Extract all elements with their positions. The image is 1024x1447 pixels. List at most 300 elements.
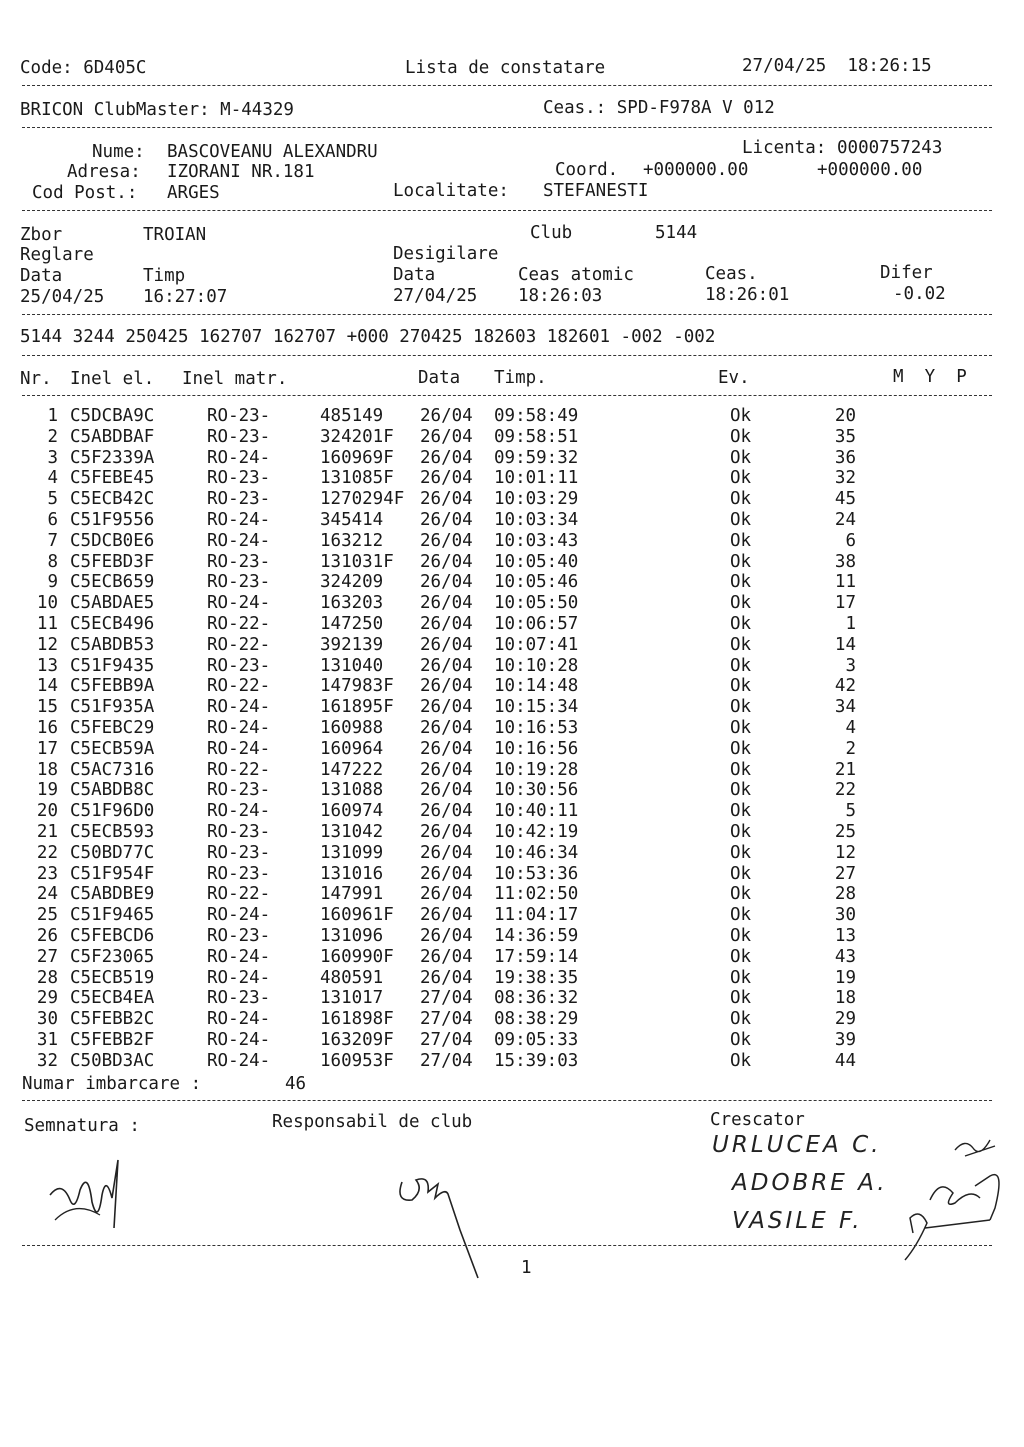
timp-label: Timp [143, 266, 186, 286]
row-number: 14 [834, 634, 856, 655]
row-ev: Ok [730, 676, 752, 697]
club-number: 5144 [655, 223, 698, 243]
row-time: 10:07:41 [494, 634, 579, 655]
row-date: 26/04 [420, 530, 473, 551]
club-responsible-label: Responsabil de club [272, 1112, 473, 1132]
row-nr: 26 [36, 926, 58, 946]
row-ev: Ok [730, 489, 752, 510]
row-inel-el: C51F9465 [70, 905, 155, 926]
table-row [0, 822, 1024, 843]
row-inel-el: C5FEBCD6 [70, 926, 155, 946]
row-inel-el: C5ABDBE9 [70, 884, 155, 905]
row-nr: 30 [36, 1009, 58, 1030]
row-inel-el: C5DCBA9C [70, 406, 155, 426]
row-time: 19:38:35 [494, 967, 579, 988]
row-ev: Ok [730, 967, 752, 988]
row-ring-number: 160964 [320, 738, 384, 759]
time-difference: -0.02 [893, 284, 946, 304]
row-time: 10:06:57 [494, 614, 579, 634]
row-time: 17:59:14 [494, 946, 579, 967]
signature-scribble [895, 1128, 1015, 1268]
col-timp: Timp. [494, 368, 547, 388]
row-number: 24 [834, 510, 856, 530]
row-number: 4 [845, 718, 856, 738]
desigilare-clock-time: 18:26:01 [705, 285, 790, 305]
row-date: 26/04 [420, 801, 473, 822]
divider [22, 1100, 992, 1101]
row-number: 20 [834, 406, 856, 426]
row-ring-prefix: RO-24- [207, 1030, 271, 1050]
row-nr: 19 [36, 780, 58, 801]
row-ev: Ok [730, 780, 752, 801]
row-ev: Ok [730, 572, 752, 593]
table-row [0, 864, 1024, 885]
data2-label: Data [393, 265, 436, 285]
divider [22, 1245, 992, 1246]
signature-scribble [40, 1140, 140, 1240]
row-inel-el: C51F96D0 [70, 801, 155, 822]
row-nr: 2 [47, 426, 58, 447]
row-inel-el: C5FEBB2C [70, 1009, 155, 1030]
signature-scribble [390, 1160, 500, 1280]
row-number: 45 [834, 489, 856, 510]
row-inel-el: C51F9556 [70, 510, 155, 530]
row-time: 09:58:51 [494, 426, 579, 447]
row-ring-prefix: RO-24- [207, 801, 271, 822]
row-ring-prefix: RO-22- [207, 676, 271, 697]
club-label: Club [530, 223, 573, 243]
row-ring-prefix: RO-23- [207, 988, 271, 1009]
row-ev: Ok [730, 614, 752, 634]
row-ring-prefix: RO-24- [207, 510, 271, 530]
row-number: 3 [845, 655, 856, 676]
license-label: Licenta: [742, 138, 827, 158]
row-inel-el: C5ECB59A [70, 738, 155, 759]
row-number: 43 [834, 946, 856, 967]
row-date: 26/04 [420, 738, 473, 759]
row-inel-el: C5FEBB2F [70, 1030, 155, 1050]
row-inel-el: C51F954F [70, 863, 155, 884]
row-date: 26/04 [420, 676, 473, 697]
row-nr: 32 [36, 1050, 58, 1071]
table-row [0, 489, 1024, 510]
row-inel-el: C5ECB496 [70, 614, 155, 634]
row-ring-prefix: RO-23- [207, 780, 271, 801]
row-date: 26/04 [420, 551, 473, 572]
clock-id: Ceas.: SPD-F978A V 012 [543, 98, 775, 118]
owner-name: BASCOVEANU ALEXANDRU [167, 142, 378, 162]
table-row [0, 593, 1024, 614]
row-date: 26/04 [420, 946, 473, 967]
row-time: 11:02:50 [494, 884, 579, 905]
row-ring-prefix: RO-24- [207, 738, 271, 759]
divider [22, 210, 992, 211]
boarding-count: 46 [285, 1074, 307, 1094]
row-date: 26/04 [420, 780, 473, 801]
row-nr: 14 [36, 676, 58, 697]
row-date: 26/04 [420, 468, 473, 489]
row-date: 26/04 [420, 718, 473, 738]
handwritten-name: ADOBRE A. [732, 1170, 888, 1196]
desigilare-atomic-time: 18:26:03 [518, 286, 603, 306]
row-number: 2 [845, 738, 856, 759]
col-inel-el: Inel el. [70, 369, 155, 389]
row-time: 10:03:34 [494, 510, 579, 530]
row-nr: 25 [36, 905, 58, 926]
row-ev: Ok [730, 593, 752, 614]
row-ring-number: 131040 [320, 655, 384, 676]
row-nr: 9 [47, 572, 58, 593]
locality-label: Localitate: [393, 181, 509, 201]
difer-label: Difer [880, 263, 933, 283]
row-number: 27 [834, 863, 856, 884]
row-date: 26/04 [420, 614, 473, 634]
row-number: 34 [834, 697, 856, 718]
row-ev: Ok [730, 697, 752, 718]
row-ring-prefix: RO-22- [207, 634, 271, 655]
divider [22, 314, 992, 315]
row-nr: 16 [36, 718, 58, 738]
row-ring-prefix: RO-24- [207, 967, 271, 988]
code-label: Code: 6D405C [20, 58, 147, 78]
row-ev: Ok [730, 946, 752, 967]
row-inel-el: C5ECB519 [70, 967, 155, 988]
row-time: 10:16:56 [494, 738, 579, 759]
divider [22, 355, 992, 356]
row-ring-prefix: RO-22- [207, 759, 271, 780]
row-date: 27/04 [420, 1050, 473, 1071]
row-nr: 8 [47, 551, 58, 572]
row-ring-prefix: RO-23- [207, 426, 271, 447]
table-row [0, 510, 1024, 531]
row-nr: 21 [36, 822, 58, 842]
row-number: 25 [834, 822, 856, 842]
row-date: 26/04 [420, 967, 473, 988]
row-ring-number: 163209F [320, 1030, 394, 1050]
row-ring-number: 147991 [320, 884, 384, 905]
row-ring-number: 160974 [320, 801, 384, 822]
owner-locality: STEFANESTI [543, 181, 649, 201]
row-ring-number: 131085F [320, 468, 394, 489]
table-row [0, 884, 1024, 905]
print-datetime: 27/04/25 18:26:15 [742, 56, 932, 76]
row-ev: Ok [730, 426, 752, 447]
row-ev: Ok [730, 863, 752, 884]
row-date: 26/04 [420, 905, 473, 926]
row-ring-number: 131096 [320, 926, 384, 946]
desigilare-date: 27/04/25 [393, 286, 478, 306]
row-ring-prefix: RO-24- [207, 593, 271, 614]
row-inel-el: C51F9435 [70, 655, 155, 676]
row-ring-number: 324209 [320, 572, 384, 593]
table-row [0, 968, 1024, 989]
row-ring-number: 147222 [320, 759, 384, 780]
row-time: 10:05:50 [494, 593, 579, 614]
row-ring-number: 131031F [320, 551, 394, 572]
row-ring-prefix: RO-24- [207, 1050, 271, 1071]
row-ring-number: 163212 [320, 530, 384, 551]
row-number: 35 [834, 426, 856, 447]
row-date: 26/04 [420, 863, 473, 884]
row-nr: 3 [47, 447, 58, 468]
row-ring-number: 131017 [320, 988, 384, 1009]
row-inel-el: C5AC7316 [70, 759, 155, 780]
row-ring-prefix: RO-23- [207, 655, 271, 676]
col-data: Data [418, 368, 461, 388]
row-date: 26/04 [420, 822, 473, 842]
row-ring-prefix: RO-22- [207, 884, 271, 905]
col-ev: Ev. [718, 368, 750, 388]
row-ev: Ok [730, 738, 752, 759]
row-ring-number: 160990F [320, 946, 394, 967]
row-nr: 22 [36, 842, 58, 863]
address-label: Adresa: [67, 162, 141, 182]
breeder-label: Crescator [710, 1110, 805, 1130]
row-number: 5 [845, 801, 856, 822]
row-nr: 27 [36, 946, 58, 967]
row-number: 21 [834, 759, 856, 780]
row-ring-number: 161895F [320, 697, 394, 718]
row-ring-number: 131042 [320, 822, 384, 842]
row-ring-number: 485149 [320, 406, 384, 426]
row-ring-number: 160961F [320, 905, 394, 926]
row-ring-number: 160988 [320, 718, 384, 738]
col-myp: M Y P [893, 367, 967, 387]
row-number: 12 [834, 842, 856, 863]
row-ring-prefix: RO-24- [207, 697, 271, 718]
row-date: 26/04 [420, 572, 473, 593]
row-ev: Ok [730, 551, 752, 572]
row-ring-number: 131016 [320, 863, 384, 884]
table-row [0, 614, 1024, 635]
row-number: 39 [834, 1030, 856, 1050]
name-label: Nume: [92, 142, 145, 162]
row-inel-el: C5F23065 [70, 946, 155, 967]
table-row [0, 697, 1024, 718]
row-inel-el: C5ECB4EA [70, 988, 155, 1009]
row-number: 22 [834, 780, 856, 801]
row-ring-prefix: RO-23- [207, 406, 271, 426]
row-ring-number: 131099 [320, 842, 384, 863]
row-ev: Ok [730, 884, 752, 905]
row-time: 10:10:28 [494, 655, 579, 676]
row-date: 27/04 [420, 988, 473, 1009]
row-ev: Ok [730, 988, 752, 1009]
row-nr: 12 [36, 634, 58, 655]
row-nr: 28 [36, 967, 58, 988]
row-ring-prefix: RO-23- [207, 551, 271, 572]
table-row [0, 1030, 1024, 1051]
row-ring-prefix: RO-23- [207, 572, 271, 593]
handwritten-name: URLUCEA C. [712, 1132, 882, 1158]
row-nr: 17 [36, 738, 58, 759]
row-inel-el: C5ABDB53 [70, 634, 155, 655]
row-number: 30 [834, 905, 856, 926]
row-ev: Ok [730, 718, 752, 738]
owner-address: IZORANI NR.181 [167, 162, 315, 182]
row-ring-number: 161898F [320, 1009, 394, 1030]
table-row [0, 531, 1024, 552]
row-ring-number: 392139 [320, 634, 384, 655]
row-ring-prefix: RO-23- [207, 842, 271, 863]
row-inel-el: C5FEBC29 [70, 718, 155, 738]
row-inel-el: C5F2339A [70, 447, 155, 468]
row-ev: Ok [730, 1030, 752, 1050]
row-ring-number: 160969F [320, 447, 394, 468]
table-row [0, 1051, 1024, 1072]
row-ring-prefix: RO-24- [207, 905, 271, 926]
row-ev: Ok [730, 406, 752, 426]
row-time: 14:36:59 [494, 926, 579, 946]
table-row [0, 656, 1024, 677]
table-row [0, 760, 1024, 781]
table-row [0, 988, 1024, 1009]
table-row [0, 801, 1024, 822]
row-ring-prefix: RO-24- [207, 1009, 271, 1030]
row-inel-el: C5ECB593 [70, 822, 155, 842]
clubmaster-id: BRICON ClubMaster: M-44329 [20, 100, 294, 120]
table-row [0, 427, 1024, 448]
divider [22, 127, 992, 128]
row-nr: 15 [36, 697, 58, 718]
row-nr: 31 [36, 1030, 58, 1050]
row-ring-number: 163203 [320, 593, 384, 614]
table-row [0, 448, 1024, 469]
row-number: 44 [834, 1050, 856, 1071]
row-inel-el: C5ECB659 [70, 572, 155, 593]
table-row [0, 552, 1024, 573]
row-date: 26/04 [420, 634, 473, 655]
row-date: 26/04 [420, 406, 473, 426]
flight-name: TROIAN [143, 225, 207, 245]
row-number: 1 [845, 614, 856, 634]
table-row [0, 739, 1024, 760]
zbor-label: Zbor [20, 225, 63, 245]
row-ring-number: 131088 [320, 780, 384, 801]
row-nr: 23 [36, 863, 58, 884]
col-inel-matr: Inel matr. [182, 369, 288, 389]
table-row [0, 718, 1024, 739]
row-ev: Ok [730, 468, 752, 489]
boarding-label: Numar imbarcare : [22, 1074, 202, 1094]
row-number: 18 [834, 988, 856, 1009]
table-row [0, 843, 1024, 864]
row-number: 6 [845, 530, 856, 551]
row-time: 09:59:32 [494, 447, 579, 468]
table-row [0, 947, 1024, 968]
document-title: Lista de constatare [405, 58, 606, 78]
table-row [0, 780, 1024, 801]
page-number: 1 [521, 1258, 532, 1278]
table-row [0, 468, 1024, 489]
row-ring-number: 1270294F [320, 489, 405, 510]
row-date: 26/04 [420, 593, 473, 614]
row-time: 10:42:19 [494, 822, 579, 842]
row-number: 38 [834, 551, 856, 572]
row-date: 27/04 [420, 1030, 473, 1050]
table-row [0, 1009, 1024, 1030]
row-nr: 10 [36, 593, 58, 614]
handwritten-name: VASILE F. [732, 1208, 863, 1234]
row-inel-el: C5ABDAE5 [70, 593, 155, 614]
row-nr: 1 [47, 406, 58, 426]
row-ring-prefix: RO-23- [207, 863, 271, 884]
row-time: 08:36:32 [494, 988, 579, 1009]
row-ev: Ok [730, 510, 752, 530]
row-time: 10:05:40 [494, 551, 579, 572]
code-line: 5144 3244 250425 162707 162707 +000 270425 182603 182601 -002 -002 [20, 327, 716, 347]
row-inel-el: C5DCB0E6 [70, 530, 155, 551]
table-row [0, 406, 1024, 427]
row-time: 10:16:53 [494, 718, 579, 738]
row-time: 10:40:11 [494, 801, 579, 822]
row-date: 26/04 [420, 697, 473, 718]
row-ev: Ok [730, 655, 752, 676]
row-date: 26/04 [420, 759, 473, 780]
row-ev: Ok [730, 842, 752, 863]
row-ev: Ok [730, 447, 752, 468]
row-number: 13 [834, 926, 856, 946]
row-number: 17 [834, 593, 856, 614]
row-ring-prefix: RO-23- [207, 926, 271, 946]
data-label: Data [20, 266, 63, 286]
row-ring-prefix: RO-22- [207, 614, 271, 634]
row-ev: Ok [730, 634, 752, 655]
row-time: 10:03:43 [494, 530, 579, 551]
coord-x: +000000.00 [643, 160, 749, 180]
row-number: 36 [834, 447, 856, 468]
row-inel-el: C5FEBE45 [70, 468, 155, 489]
row-ev: Ok [730, 822, 752, 842]
row-ev: Ok [730, 530, 752, 551]
ceas-atomic-label: Ceas atomic [518, 265, 634, 285]
ceas-label: Ceas. [705, 264, 758, 284]
row-time: 10:30:56 [494, 780, 579, 801]
row-ring-number: 345414 [320, 510, 384, 530]
row-ring-prefix: RO-24- [207, 530, 271, 551]
row-ev: Ok [730, 905, 752, 926]
row-date: 27/04 [420, 1009, 473, 1030]
table-row [0, 926, 1024, 947]
divider [22, 395, 992, 396]
row-number: 19 [834, 967, 856, 988]
row-date: 26/04 [420, 842, 473, 863]
row-nr: 11 [36, 614, 58, 634]
row-inel-el: C5ECB42C [70, 489, 155, 510]
row-time: 15:39:03 [494, 1050, 579, 1071]
row-time: 10:46:34 [494, 842, 579, 863]
row-inel-el: C5ABDBAF [70, 426, 155, 447]
desigilare-label: Desigilare [393, 244, 499, 264]
row-time: 10:05:46 [494, 572, 579, 593]
row-inel-el: C5FEBD3F [70, 551, 155, 572]
coord-label: Coord. [555, 160, 619, 180]
row-date: 26/04 [420, 926, 473, 946]
row-date: 26/04 [420, 655, 473, 676]
row-nr: 24 [36, 884, 58, 905]
row-date: 26/04 [420, 447, 473, 468]
reglare-date: 25/04/25 [20, 287, 105, 307]
postcode-label: Cod Post.: [32, 183, 138, 203]
row-time: 11:04:17 [494, 905, 579, 926]
row-nr: 29 [36, 988, 58, 1009]
row-ring-number: 147983F [320, 676, 394, 697]
row-time: 10:53:36 [494, 863, 579, 884]
row-inel-el: C5FEBB9A [70, 676, 155, 697]
row-ring-number: 160953F [320, 1050, 394, 1071]
row-inel-el: C51F935A [70, 697, 155, 718]
reglare-label: Reglare [20, 245, 94, 265]
